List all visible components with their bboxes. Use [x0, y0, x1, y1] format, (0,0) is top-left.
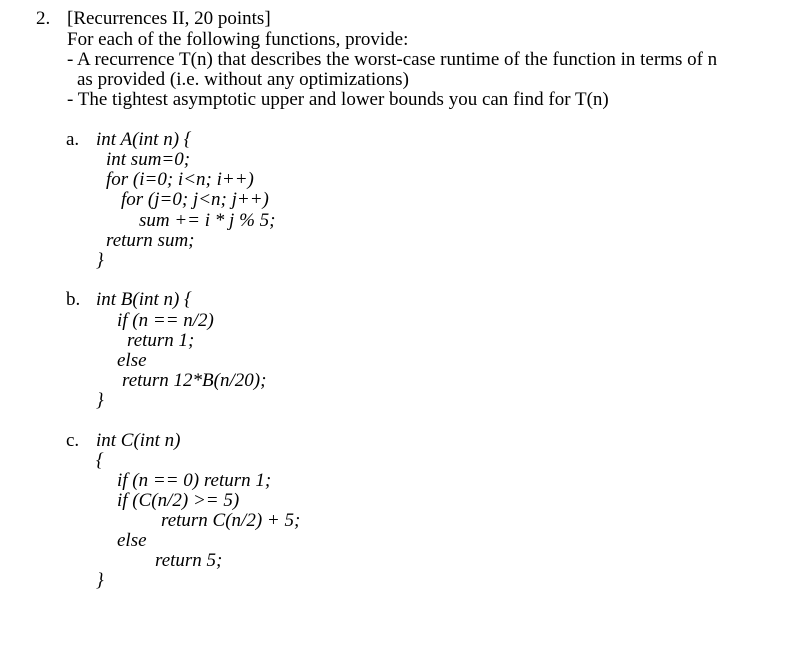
bullet-recurrence: - A recurrence T(n) that describes the worst-case runtime of the function in terms of n [67, 49, 718, 70]
code-line: } [96, 250, 104, 271]
code-line: if (n == n/2) [117, 310, 214, 331]
code-line: } [96, 390, 104, 411]
code-line: } [96, 570, 104, 591]
code-line: for (j=0; j<n; j++) [121, 189, 269, 210]
code-line: return C(n/2) + 5; [161, 510, 301, 531]
code-line: if (C(n/2) >= 5) [117, 490, 240, 511]
code-line: else [117, 350, 147, 371]
code-line: int sum=0; [106, 149, 191, 170]
code-line: int B(int n) { [96, 289, 192, 310]
bullet-bounds: - The tightest asymptotic upper and lower bounds you can find for T(n) [67, 89, 609, 110]
problem-heading: [Recurrences II, 20 points] [67, 8, 271, 29]
code-line: return 1; [127, 330, 195, 351]
code-line: int C(int n) [96, 430, 181, 451]
code-line: if (n == 0) return 1; [117, 470, 272, 491]
code-line: else [117, 530, 147, 551]
part-a-label: a. [66, 129, 80, 150]
bullet-recurrence-continued: as provided (i.e. without any optimizations) [77, 69, 409, 90]
problem-number: 2. [36, 8, 51, 29]
part-b-label: b. [66, 289, 81, 310]
problem-intro: For each of the following functions, provide: [67, 29, 409, 50]
code-line: return 12*B(n/20); [122, 370, 267, 391]
code-line: int A(int n) { [96, 129, 192, 150]
code-line: sum += i * j % 5; [139, 210, 276, 231]
part-c-label: c. [66, 430, 80, 451]
code-line: return 5; [155, 550, 223, 571]
code-line: { [96, 450, 104, 471]
code-line: return sum; [106, 230, 195, 251]
code-line: for (i=0; i<n; i++) [106, 169, 254, 190]
